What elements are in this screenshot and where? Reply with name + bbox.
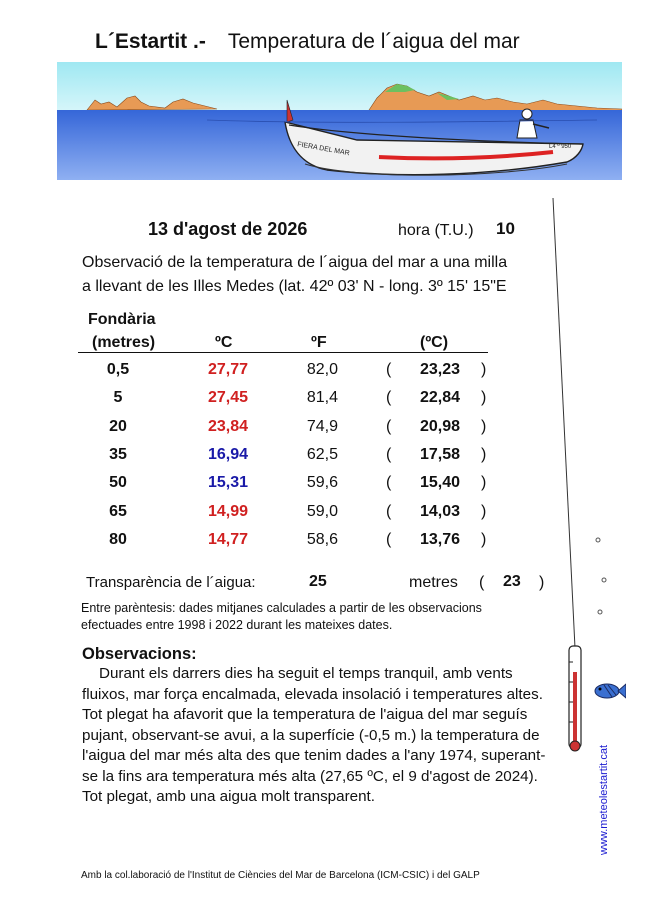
intro-line-1: Observació de la temperatura de l´aigua del mar a una milla	[82, 254, 508, 271]
hour-value: 10	[496, 219, 515, 238]
celsius-cell: 16,94	[207, 445, 248, 463]
depth-cell: 35	[109, 445, 127, 463]
fahrenheit-cell: 59,0	[306, 502, 338, 520]
depth-header-line2: (metres)	[92, 334, 156, 351]
page-title	[95, 30, 520, 54]
depth-cell: 80	[109, 530, 127, 548]
depth-header-line1: Fondària	[88, 311, 156, 328]
table-row	[0, 446, 656, 470]
close-paren: )	[481, 389, 487, 407]
transparency-unit: metres	[409, 574, 458, 591]
hour-label: hora (T.U.)	[398, 222, 474, 239]
open-paren: (	[386, 502, 392, 520]
table-row	[0, 361, 656, 385]
observations-text: Durant els darrers dies ha seguit el temps tranquil, amb vents fluixos, mar força encalmada, elevada insolació i temperatures altes. Tot plegat ha afavorit que la temperatura de l'aigua del mar seguís pujant, observant-se avui, a la superfície (-0,5 m.) la temperatura de l'aigua del mar més alta des que tenim dades a l'any 1974, superant-se la fins ara temperatura més alta (27,65 ºC, el 9 d'agost de 2024). Tot plegat, amb una aigua molt transparent.	[82, 665, 546, 805]
average-cell: 23,23	[419, 361, 460, 378]
close-paren: )	[481, 474, 487, 492]
fahrenheit-header: ºF	[311, 334, 327, 351]
report-date: 13 d'agost de 2026	[148, 219, 308, 239]
celsius-cell: 15,31	[207, 474, 248, 492]
celsius-cell: 27,45	[207, 389, 248, 407]
boat-seascape-illustration	[57, 62, 622, 200]
website-link[interactable]: www.meteolestartit.cat	[598, 744, 610, 855]
footer-credits: Amb la col.laboració de l'Institut de Ciències del Mar de Barcelona (ICM-CSIC) i del GALP	[81, 870, 480, 881]
open-paren: (	[386, 389, 392, 407]
svg-text:FIERA DEL MAR: FIERA DEL MAR	[296, 141, 351, 158]
fahrenheit-cell: 81,4	[306, 389, 338, 407]
table-header-rule	[78, 352, 488, 353]
fahrenheit-cell: 58,6	[306, 530, 338, 548]
table-row	[0, 418, 656, 442]
observations-heading: Observacions:	[82, 645, 197, 663]
close-paren: )	[481, 502, 487, 520]
depth-cell: 50	[109, 474, 127, 492]
thermometer-icon	[562, 642, 588, 760]
close-paren: )	[481, 445, 487, 463]
title-subject: Temperatura de l´aigua del mar	[227, 30, 520, 53]
intro-line-2: a llevant de les Illes Medes (lat. 42º 03' N - long. 3º 15' 15"E	[82, 278, 507, 295]
depth-cell: 5	[113, 389, 123, 407]
average-cell: 14,03	[419, 502, 460, 520]
fahrenheit-cell: 59,6	[306, 474, 338, 492]
averages-note: Entre parèntesis: dades mitjanes calculades a partir de les observacions efectuades entre 1998 i 2022 durant les mateixes dates.	[81, 601, 482, 632]
table-row	[0, 531, 656, 555]
average-header: (ºC)	[420, 334, 449, 351]
table-row	[0, 474, 656, 498]
fahrenheit-cell: 62,5	[306, 445, 338, 463]
fish-icon	[592, 680, 626, 702]
open-paren: (	[386, 417, 392, 435]
title-place: L´Estartit .-	[95, 30, 206, 53]
celsius-cell: 14,99	[207, 502, 248, 520]
open-paren: (	[386, 474, 392, 492]
fahrenheit-cell: 74,9	[306, 417, 338, 435]
open-paren: (	[386, 361, 392, 378]
close-paren: )	[481, 417, 487, 435]
average-cell: 22,84	[419, 389, 460, 407]
close-paren: )	[481, 361, 487, 378]
transparency-close-paren: )	[539, 574, 545, 591]
depth-cell: 0,5	[106, 361, 130, 378]
open-paren: (	[386, 445, 392, 463]
table-row	[0, 503, 656, 527]
svg-text:L4 º 950: L4 º 950	[549, 144, 572, 150]
celsius-cell: 14,77	[207, 530, 248, 548]
fahrenheit-cell: 82,0	[306, 361, 338, 378]
average-cell: 13,76	[419, 530, 460, 548]
average-cell: 20,98	[419, 417, 460, 435]
close-paren: )	[481, 530, 487, 548]
transparency-value: 25	[309, 573, 327, 590]
depth-cell: 20	[109, 417, 127, 435]
open-paren: (	[386, 530, 392, 548]
average-cell: 15,40	[419, 474, 460, 492]
table-row	[0, 389, 656, 413]
depth-cell: 65	[109, 502, 127, 520]
transparency-open-paren: (	[479, 574, 485, 591]
celsius-header: ºC	[215, 334, 233, 351]
transparency-label: Transparència de l´aigua:	[86, 574, 256, 591]
celsius-cell: 23,84	[207, 417, 248, 435]
transparency-average: 23	[503, 573, 521, 590]
celsius-cell: 27,77	[207, 361, 248, 378]
average-cell: 17,58	[419, 445, 460, 463]
